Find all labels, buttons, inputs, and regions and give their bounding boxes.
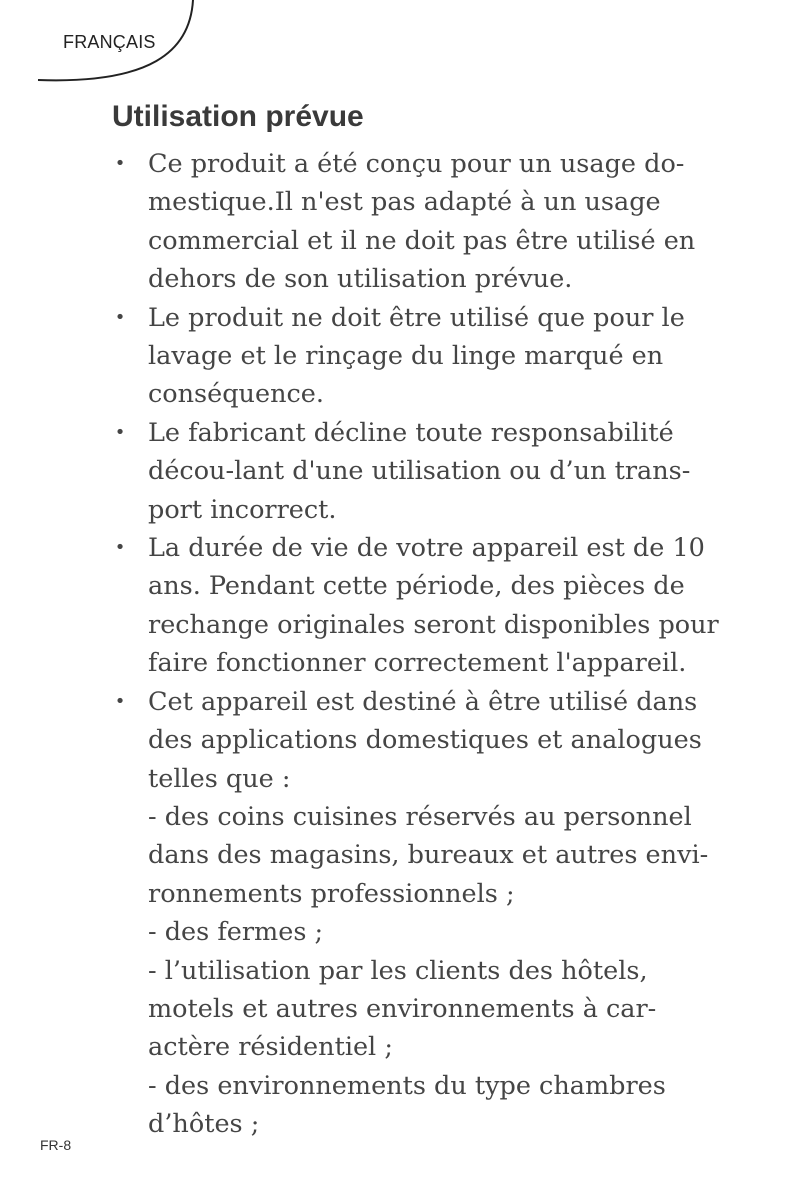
list-item: [110, 683, 730, 1144]
text-line: décou-lant d'une utilisation ou d’un trans-: [148, 456, 691, 487]
text-line: faire fonctionner correctement l'appareil.: [148, 648, 687, 679]
text-line: dans des magasins, bureaux et autres envi-: [148, 840, 709, 871]
text-line: - des fermes ;: [148, 917, 324, 948]
text-line: des applications domestiques et analogues: [148, 725, 702, 756]
text-line: motels et autres environnements à car-: [148, 993, 657, 1024]
list-item: [110, 299, 730, 414]
section-title: Utilisation prévue: [112, 100, 364, 133]
list-item: [110, 145, 730, 299]
text-line: telles que :: [148, 763, 291, 794]
text-line: Le fabricant décline toute responsabilité: [148, 417, 674, 448]
text-line: La durée de vie de votre appareil est de 10: [148, 533, 705, 564]
language-tab: [0, 0, 200, 95]
text-line: rechange originales seront disponibles pour: [148, 609, 719, 640]
text-line: - des coins cuisines réservés au personnel: [148, 801, 692, 832]
text-line: ronnements professionnels ;: [148, 878, 515, 909]
language-label: FRANÇAIS: [63, 32, 156, 52]
text-line: conséquence.: [148, 379, 324, 410]
text-line: lavage et le rinçage du linge marqué en: [148, 341, 664, 372]
text-line: ans. Pendant cette période, des pièces de: [148, 571, 685, 602]
text-line: - des environnements du type chambres: [148, 1070, 666, 1101]
list-item: [110, 529, 730, 683]
bullet-icon: •: [114, 537, 126, 559]
text-line: d’hôtes ;: [148, 1109, 260, 1140]
text-line: dehors de son utilisation prévue.: [148, 264, 573, 295]
list-item: [110, 414, 730, 529]
text-line: mestique.Il n'est pas adapté à un usage: [148, 187, 661, 218]
bullet-icon: •: [114, 690, 126, 712]
text-line: port incorrect.: [148, 494, 337, 525]
bullet-icon: •: [114, 153, 126, 174]
bullet-icon: •: [114, 306, 126, 328]
text-line: Ce produit a été conçu pour un usage do-: [148, 149, 685, 179]
text-line: commercial et il ne doit pas être utilisé en: [148, 225, 696, 256]
bullet-icon: •: [114, 421, 126, 443]
page-number: FR-8: [40, 1137, 72, 1153]
usage-list: [110, 145, 730, 1144]
text-line: Le produit ne doit être utilisé que pour le: [148, 302, 685, 333]
text-line: actère résidentiel ;: [148, 1032, 393, 1063]
text-line: Cet appareil est destiné à être utilisé dans: [148, 686, 698, 717]
text-line: - l’utilisation par les clients des hôtels,: [148, 955, 648, 986]
